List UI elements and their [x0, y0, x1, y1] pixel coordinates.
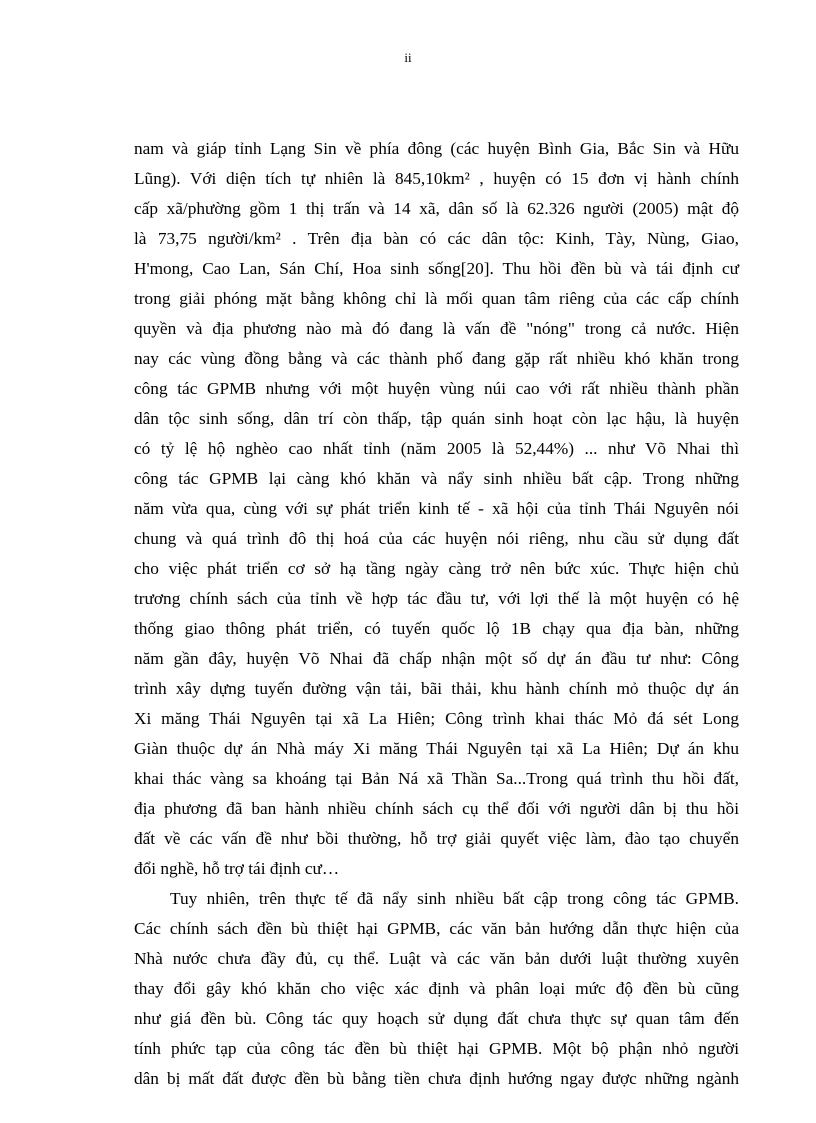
text-line: nam và giáp tỉnh Lạng Sin về phía đông (các huyện Bình Gia, Bắc Sin và Hữu — [134, 139, 739, 158]
body-text — [134, 134, 739, 1094]
text-line: như giá đền bù. Công tác quy hoạch sử dụng đất chưa thực sự quan tâm đến — [134, 1009, 739, 1028]
text-line: trình xây dựng tuyến đường vận tải, bãi thải, khu hành chính mỏ thuộc dự án — [134, 679, 739, 698]
text-line: công tác GPMB lại càng khó khăn và nẩy sinh nhiều bất cập. Trong những — [134, 469, 739, 488]
text-line: công tác GPMB nhưng với một huyện vùng núi cao với rất nhiều thành phần — [134, 379, 739, 398]
text-line: năm vừa qua, cùng với sự phát triển kinh tế - xã hội của tỉnh Thái Nguyên nói — [134, 499, 739, 518]
text-line: Nhà nước chưa đầy đủ, cụ thể. Luật và các văn bản dưới luật thường xuyên — [134, 949, 739, 968]
text-line: cấp xã/phường gồm 1 thị trấn và 14 xã, dân số là 62.326 người (2005) mật độ — [134, 199, 739, 218]
text-line: chung và quá trình đô thị hoá của các huyện nói riêng, nhu cầu sử dụng đất — [134, 529, 739, 548]
paragraph-2 — [134, 884, 739, 1094]
text-line: dân tộc sinh sống, dân trí còn thấp, tập quán sinh hoạt còn lạc hậu, là huyện — [134, 409, 739, 428]
text-line: năm gần đây, huyện Võ Nhai đã chấp nhận một số dự án đầu tư như: Công — [134, 649, 739, 668]
text-line: đất về các vấn đề như bồi thường, hỗ trợ giải quyết việc làm, đào tạo chuyển — [134, 829, 739, 848]
text-line: Xi măng Thái Nguyên tại xã La Hiên; Công trình khai thác Mỏ đá sét Long — [134, 709, 739, 728]
text-line: khai thác vàng sa khoáng tại Bản Ná xã Thần Sa...Trong quá trình thu hồi đất, — [134, 769, 739, 788]
text-line: địa phương đã ban hành nhiều chính sách cụ thể đối với người dân bị thu hồi — [134, 799, 739, 818]
paragraph-1 — [134, 134, 739, 884]
text-line: trương chính sách của tỉnh về hợp tác đầu tư, với lợi thế là một huyện có hệ — [134, 589, 739, 608]
text-line: Giàn thuộc dự án Nhà máy Xi măng Thái Nguyên tại xã La Hiên; Dự án khu — [134, 739, 739, 758]
text-line: Tuy nhiên, trên thực tế đã nẩy sinh nhiều bất cập trong công tác GPMB. — [170, 889, 739, 908]
text-line: dân bị mất đất được đền bù bằng tiền chưa định hướng ngay được những ngành — [134, 1069, 739, 1088]
text-line: thống giao thông phát triển, có tuyến quốc lộ 1B chạy qua địa bàn, những — [134, 619, 739, 638]
text-line: là 73,75 người/km² . Trên địa bàn có các dân tộc: Kinh, Tày, Nùng, Giao, — [134, 229, 739, 248]
text-line: Các chính sách đền bù thiệt hại GPMB, các văn bản hướng dẫn thực hiện của — [134, 919, 739, 938]
text-line: đổi nghề, hỗ trợ tái định cư… — [134, 859, 340, 878]
page-number: ii — [404, 50, 412, 65]
text-line: cho việc phát triển cơ sở hạ tầng ngày càng trở nên bức xúc. Thực hiện chủ — [134, 559, 739, 578]
text-line: có tỷ lệ hộ nghèo cao nhất tỉnh (năm 2005 là 52,44%) ... như Võ Nhai thì — [134, 439, 739, 458]
text-line: Lũng). Với diện tích tự nhiên là 845,10km² , huyện có 15 đơn vị hành chính — [134, 169, 739, 188]
text-line: thay đổi gây khó khăn cho việc xác định và phân loại mức độ đền bù cũng — [134, 979, 739, 998]
text-line: trong giải phóng mặt bằng không chỉ là mối quan tâm riêng của các cấp chính — [134, 289, 739, 308]
text-line: nay các vùng đồng bằng và các thành phố đang gặp rất nhiều khó khăn trong — [134, 349, 739, 368]
text-line: quyền và địa phương nào mà đó đang là vấn đề "nóng" trong cả nước. Hiện — [134, 319, 739, 338]
text-line: tính phức tạp của công tác đền bù thiệt hại GPMB. Một bộ phận nhỏ người — [134, 1039, 739, 1058]
text-line: H'mong, Cao Lan, Sán Chí, Hoa sinh sống[20]. Thu hồi đền bù và tái định cư — [134, 259, 739, 278]
